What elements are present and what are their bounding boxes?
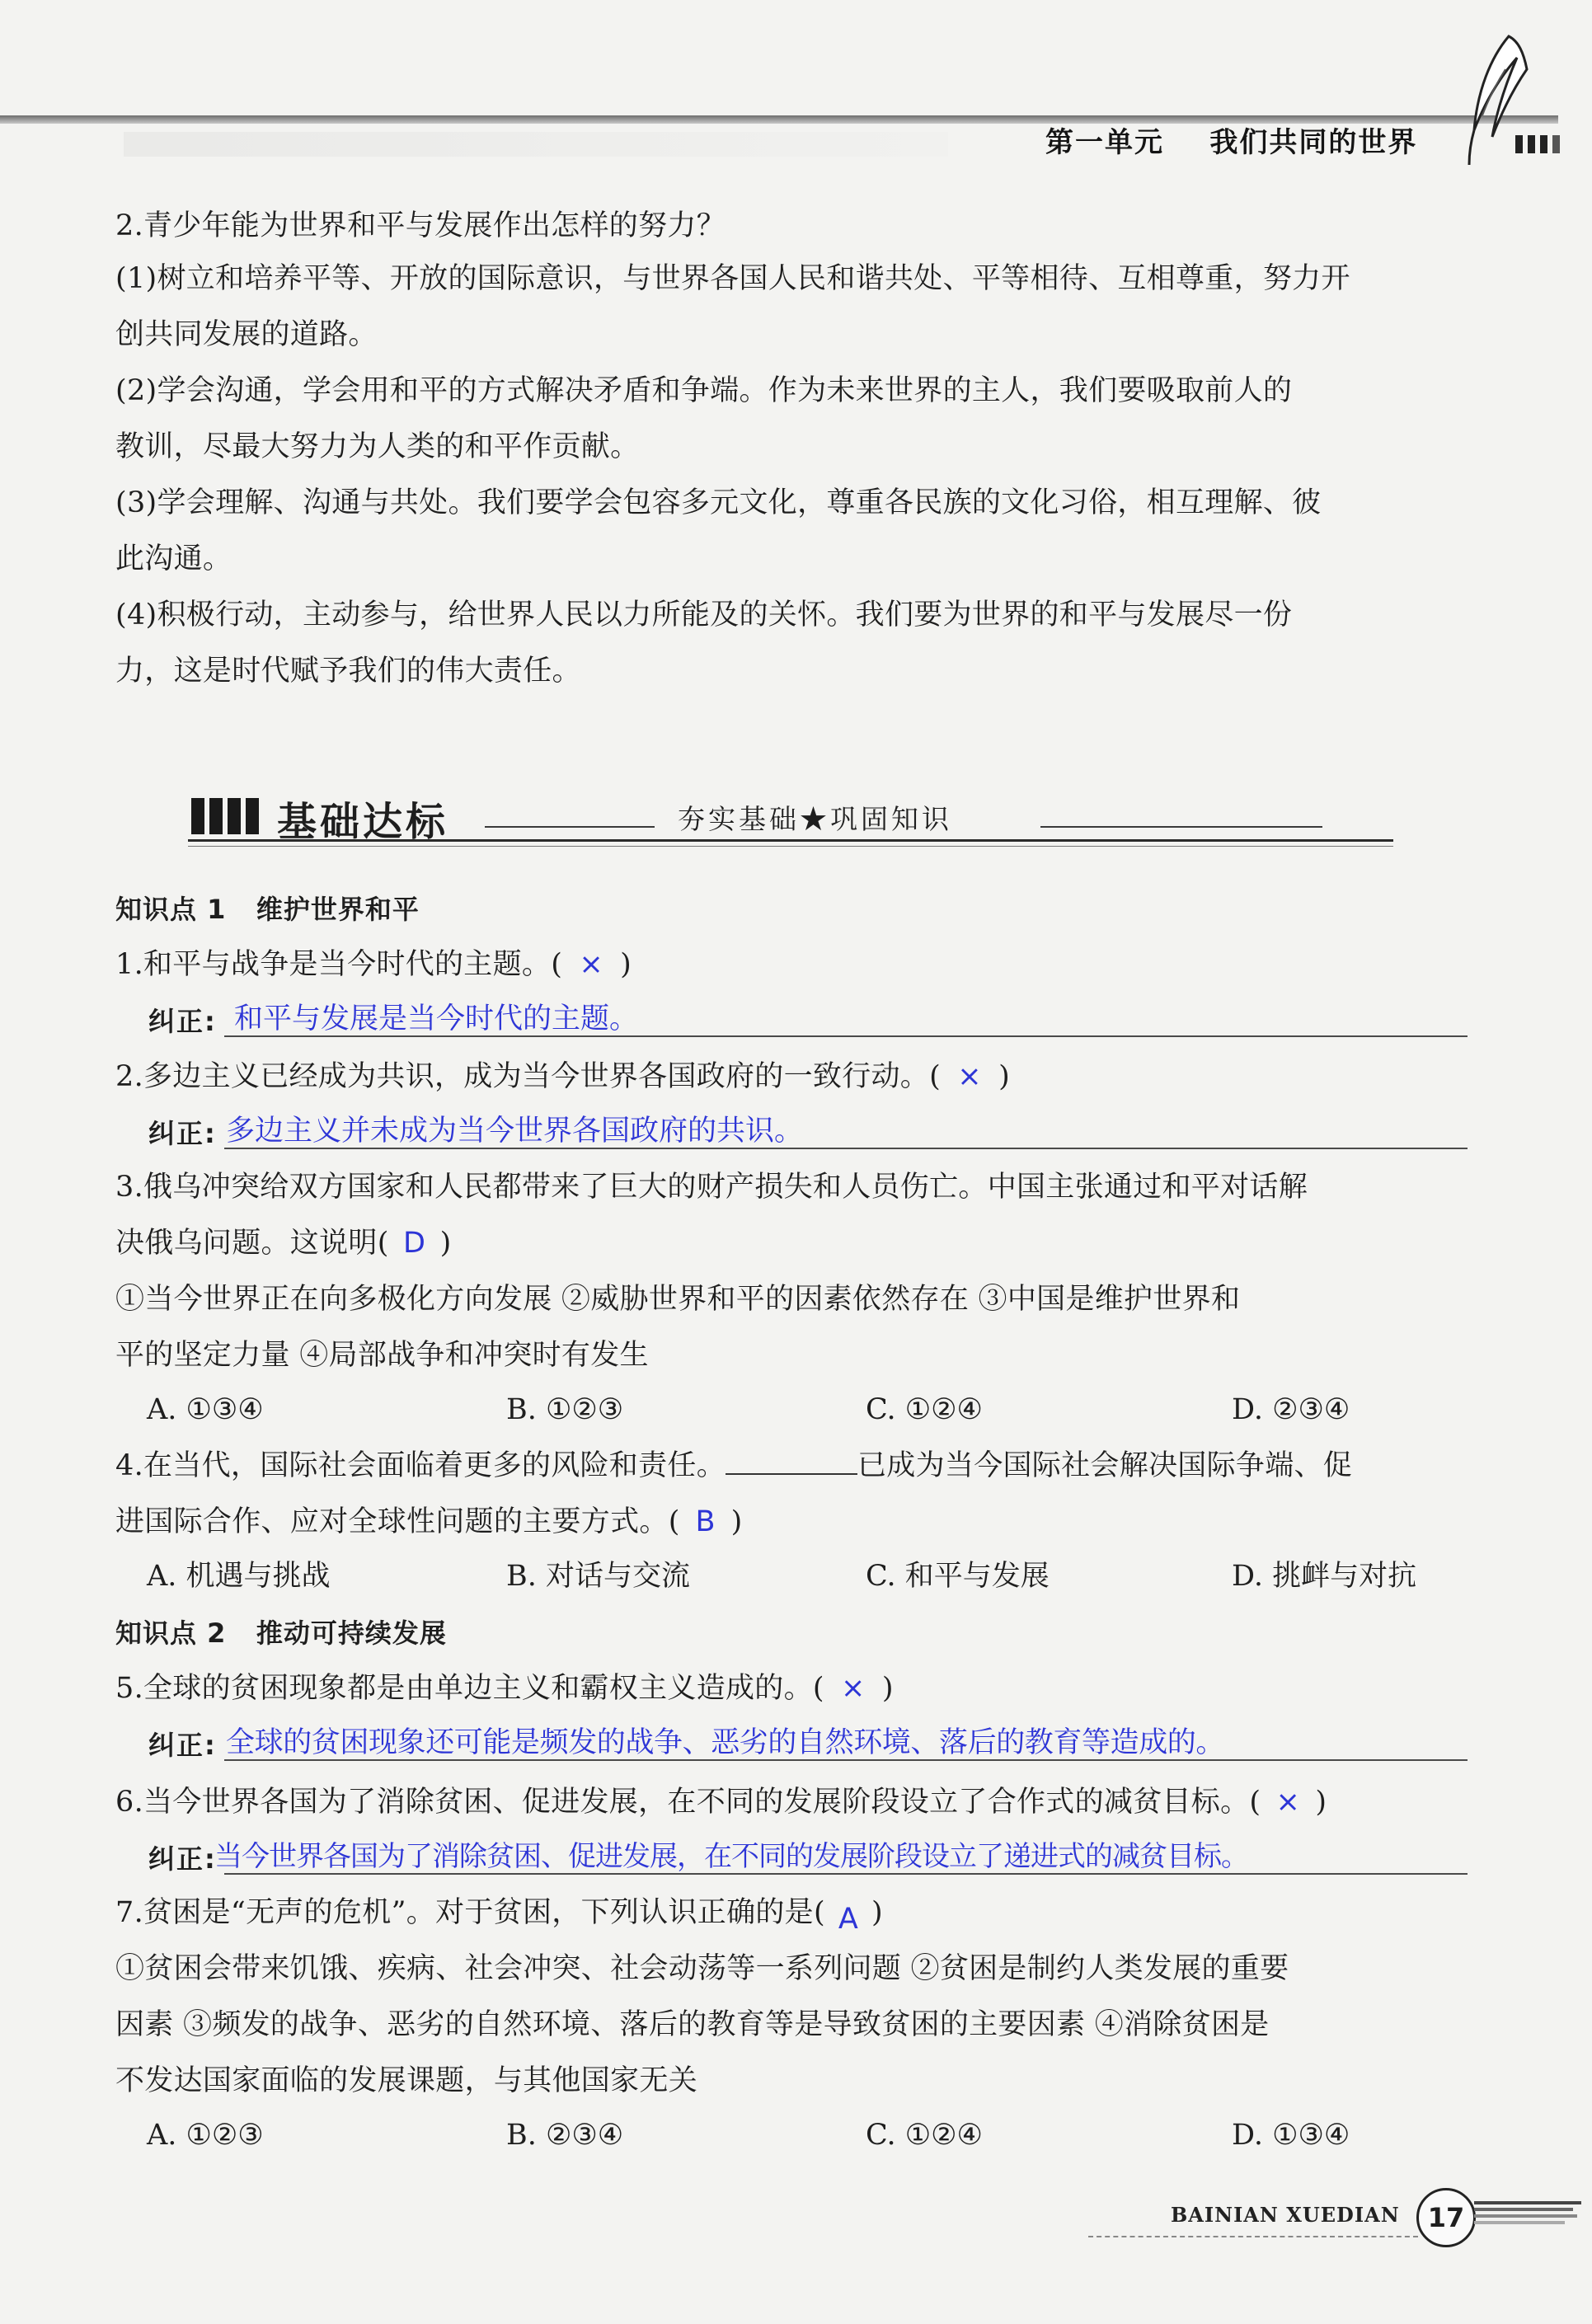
q2-correction-row — [115, 1108, 1468, 1149]
knowledge-point-1: 知识点 1 维护世界和平 — [115, 894, 420, 925]
page-number: 17 — [1416, 2188, 1476, 2247]
q4-line-1 — [115, 1448, 1352, 1484]
q6-correction-label: 纠正: — [148, 1843, 217, 1875]
q6-close: ) — [1315, 1786, 1327, 1819]
q4-stem-c: 进国际合作、应对全球性问题的主要方式。( — [115, 1505, 680, 1538]
q3-statements-1: ①当今世界正在向多极化方向发展 ②威胁世界和平的因素依然存在 ③中国是维护世界和 — [115, 1283, 1241, 1316]
intro-line-4: 教训，尽最大努力为人类的和平作贡献。 — [115, 430, 640, 463]
q4-stem-a: 4.在当代，国际社会面临着更多的风险和责任。 — [115, 1449, 726, 1482]
q2-correction-text: 多边主义并未成为当今世界各国政府的共识。 — [226, 1115, 804, 1148]
q2-answer: × — [957, 1060, 982, 1093]
q2-correction-label: 纠正: — [148, 1118, 217, 1149]
intro-line-1: (1)树立和培养平等、开放的国际意识，与世界各国人民和谐共处、平等相待、互相尊重，努力开 — [115, 262, 1350, 295]
q5-close: ) — [881, 1672, 894, 1705]
q1-correction-row — [115, 996, 1468, 1037]
q3-answer: D — [403, 1227, 426, 1260]
section-bars-icon — [191, 798, 267, 834]
section-left-rule — [485, 826, 655, 828]
q4-option-b: B. 对话与交流 — [506, 1560, 690, 1593]
q2-text — [115, 1059, 1010, 1095]
knowledge-point-2: 知识点 2 推动可持续发展 — [115, 1617, 447, 1649]
section-right-rule — [1040, 826, 1322, 828]
q5-correction-label: 纠正: — [148, 1730, 217, 1761]
q3-option-b: B. ①②③ — [506, 1393, 624, 1426]
intro-question: 2.青少年能为世界和平与发展作出怎样的努力？ — [115, 209, 726, 242]
q6-stem: 6.当今世界各国为了消除贫困、促进发展，在不同的发展阶段设立了合作式的减贫目标。( — [115, 1786, 1261, 1819]
q3-stem: 决俄乌问题。这说明( — [115, 1227, 389, 1260]
q6-correction-line — [224, 1873, 1468, 1875]
section-underline-thin — [188, 846, 1393, 847]
q7-statements-3: 不发达国家面临的发展课题，与其他国家无关 — [115, 2064, 698, 2097]
q4-blank — [726, 1448, 857, 1475]
q1-answer: × — [579, 948, 603, 981]
q1-stem: 1.和平与战争是当今时代的主题。( — [115, 948, 563, 981]
q6-correction-text: 当今世界各国为了消除贫困、促进发展，在不同的发展阶段设立了递进式的减贫目标。 — [214, 1840, 1248, 1873]
q7-answer: A — [838, 1903, 859, 1936]
q7-option-c: C. ①②④ — [866, 2119, 983, 2152]
intro-line-8: 力，这是时代赋予我们的伟大责任。 — [115, 655, 581, 688]
unit-title: 第一单元 我们共同的世界 — [1045, 126, 1418, 159]
footer-stripes-icon — [1474, 2196, 1581, 2232]
q7-statements-1: ①贫困会带来饥饿、疾病、社会冲突、社会动荡等一系列问题 ②贫困是制约人类发展的重要 — [115, 1952, 1289, 1985]
q5-correction-row — [115, 1720, 1468, 1761]
q4-stem-b: 已成为当今国际社会解决国际争端、促 — [857, 1449, 1353, 1482]
q2-close: ) — [998, 1060, 1011, 1093]
header-faint-band — [124, 132, 948, 157]
q4-close: ) — [730, 1505, 743, 1538]
q3-line-2 — [115, 1225, 452, 1261]
section-underline — [188, 839, 1393, 842]
q7-stem: 7.贫困是“无声的危机”。对于贫困，下列认识正确的是( — [115, 1896, 825, 1929]
q3-close: ) — [439, 1227, 452, 1260]
q6-answer: × — [1275, 1786, 1301, 1819]
q4-option-a: A. 机遇与挑战 — [147, 1560, 331, 1593]
q5-correction-text: 全球的贫困现象还可能是频发的战争、恶劣的自然环境、落后的教育等造成的。 — [226, 1726, 1225, 1759]
intro-line-3: (2)学会沟通，学会用和平的方式解决矛盾和争端。作为未来世界的主人，我们要吸取前人的 — [115, 374, 1293, 407]
q7-statements-2: 因素 ③频发的战争、恶劣的自然环境、落后的教育等是导致贫困的主要因素 ④消除贫困是 — [115, 2008, 1270, 2041]
q1-correction-text: 和平与发展是当今时代的主题。 — [234, 1002, 639, 1035]
q7-line-1 — [115, 1894, 883, 1936]
q3-option-a: A. ①③④ — [147, 1393, 264, 1426]
footer-dashed-rule — [1088, 2236, 1418, 2237]
q3-option-c: C. ①②④ — [866, 1393, 983, 1426]
q7-option-a: A. ①②③ — [147, 2119, 264, 2152]
intro-line-7: (4)积极行动，主动参与，给世界人民以力所能及的关怀。我们要为世界的和平与发展尽一份 — [115, 599, 1293, 631]
q2-stem: 2.多边主义已经成为共识，成为当今世界各国政府的一致行动。( — [115, 1060, 942, 1093]
section-title: 基础达标 — [277, 799, 449, 845]
q5-answer: × — [841, 1672, 866, 1705]
q1-correction-label: 纠正: — [148, 1006, 217, 1037]
q3-statements-2: 平的坚定力量 ④局部战争和冲突时有发生 — [115, 1339, 649, 1372]
q3-line-1: 3.俄乌冲突给双方国家和人民都带来了巨大的财产损失和人员伤亡。中国主张通过和平对话解 — [115, 1171, 1308, 1204]
footer-brand: BAINIAN XUEDIAN — [1171, 2203, 1400, 2227]
q6-correction-row — [115, 1833, 1468, 1875]
intro-line-6: 此沟通。 — [115, 542, 232, 575]
q4-answer: B — [695, 1505, 716, 1538]
q1-close: ) — [620, 948, 632, 981]
q2-correction-line — [224, 1148, 1468, 1149]
q4-option-d: D. 挑衅与对抗 — [1232, 1560, 1417, 1593]
q5-text — [115, 1670, 894, 1707]
header-bars-icon — [1515, 132, 1573, 157]
q5-stem: 5.全球的贫困现象都是由单边主义和霸权主义造成的。( — [115, 1672, 824, 1705]
intro-line-2: 创共同发展的道路。 — [115, 318, 378, 351]
q7-option-d: D. ①③④ — [1232, 2119, 1350, 2152]
q1-text — [115, 946, 632, 983]
q7-option-b: B. ②③④ — [506, 2119, 624, 2152]
q4-line-2 — [115, 1504, 743, 1540]
q5-correction-line — [224, 1759, 1468, 1761]
q1-correction-line — [224, 1035, 1468, 1037]
section-subtitle: 夯实基础★巩固知识 — [678, 803, 952, 835]
intro-line-5: (3)学会理解、沟通与共处。我们要学会包容多元文化，尊重各民族的文化习俗，相互理解、彼 — [115, 486, 1322, 519]
q4-option-c: C. 和平与发展 — [866, 1560, 1050, 1593]
q7-close: ) — [871, 1896, 883, 1929]
q6-text — [115, 1784, 1327, 1820]
q3-option-d: D. ②③④ — [1232, 1393, 1350, 1426]
